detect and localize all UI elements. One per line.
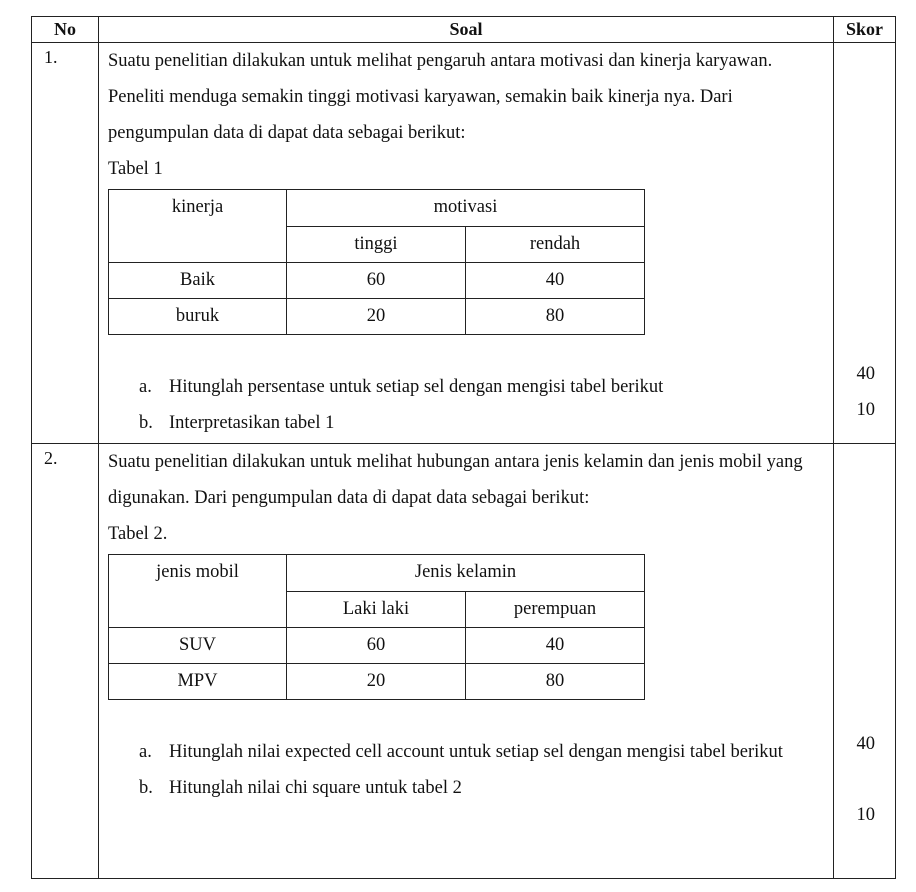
score-cell-1 bbox=[834, 43, 896, 444]
data-table-1 bbox=[108, 189, 645, 335]
sub-question bbox=[139, 734, 833, 770]
header-skor: Skor bbox=[834, 17, 896, 43]
value-cell: 40 bbox=[466, 628, 645, 664]
value-cell: 60 bbox=[287, 263, 466, 299]
question-row-1 bbox=[32, 43, 896, 444]
value-cell: 20 bbox=[287, 664, 466, 700]
table-label: Tabel 2. bbox=[108, 524, 168, 544]
table-label: Tabel 1 bbox=[108, 159, 163, 179]
header-soal: Soal bbox=[99, 17, 834, 43]
column-header-cell: perempuan bbox=[466, 591, 645, 628]
column-group-cell: Jenis kelamin bbox=[287, 555, 645, 592]
row-label-cell: Baik bbox=[109, 263, 287, 299]
row-header-cell: kinerja bbox=[109, 190, 287, 263]
value-cell: 40 bbox=[466, 263, 645, 299]
data-table-2 bbox=[108, 554, 645, 700]
column-header-cell: tinggi bbox=[287, 226, 466, 263]
value-cell: 20 bbox=[287, 299, 466, 335]
row-header-cell: jenis mobil bbox=[109, 555, 287, 628]
score-value: 40 bbox=[856, 364, 875, 384]
sub-question-mark: a. bbox=[139, 742, 152, 762]
sub-question bbox=[139, 369, 833, 405]
sub-question-mark: a. bbox=[139, 377, 152, 397]
sub-question-mark: b. bbox=[139, 413, 153, 433]
sub-question-text: Hitunglah nilai expected cell account untuk setiap sel dengan mengisi tabel berikut bbox=[169, 742, 783, 762]
sub-question-text: Interpretasikan tabel 1 bbox=[169, 413, 335, 433]
value-cell: 80 bbox=[466, 299, 645, 335]
sub-question-text: Hitunglah persentase untuk setiap sel dengan mengisi tabel berikut bbox=[169, 377, 664, 397]
sub-question bbox=[139, 405, 833, 441]
column-header-cell: rendah bbox=[466, 226, 645, 263]
sub-question-list bbox=[99, 734, 833, 806]
header-no: No bbox=[32, 17, 99, 43]
column-group-cell: motivasi bbox=[287, 190, 645, 227]
value-cell: 60 bbox=[287, 628, 466, 664]
column-header-cell: Laki laki bbox=[287, 591, 466, 628]
score-value: 40 bbox=[856, 734, 875, 754]
question-text: Suatu penelitian dilakukan untuk melihat pengaruh antara motivasi dan kinerja karyawan. Peneliti menduga semakin tinggi motivasi karyawan, semakin baik kinerja nya. Dari pengumpulan data di dapat data sebagai berikut: bbox=[108, 51, 773, 143]
value-cell: 80 bbox=[466, 664, 645, 700]
row-label-cell: MPV bbox=[109, 664, 287, 700]
score-value: 10 bbox=[856, 805, 875, 825]
sub-question-text: Hitunglah nilai chi square untuk tabel 2 bbox=[169, 778, 462, 798]
question-body-1 bbox=[99, 43, 834, 444]
question-number: 1. bbox=[32, 43, 99, 444]
sub-question-mark: b. bbox=[139, 778, 153, 798]
question-row-2 bbox=[32, 444, 896, 879]
row-label-cell: buruk bbox=[109, 299, 287, 335]
sub-question bbox=[139, 770, 833, 806]
question-body-2 bbox=[99, 444, 834, 879]
score-cell-2 bbox=[834, 444, 896, 879]
header-row bbox=[32, 17, 896, 43]
question-number: 2. bbox=[32, 444, 99, 879]
sub-question-list bbox=[99, 369, 833, 441]
row-label-cell: SUV bbox=[109, 628, 287, 664]
score-value: 10 bbox=[856, 400, 875, 420]
question-text: Suatu penelitian dilakukan untuk melihat hubungan antara jenis kelamin dan jenis mobil yang digunakan. Dari pengumpulan data di dapat data sebagai berikut: bbox=[108, 452, 803, 508]
exam-table bbox=[31, 16, 896, 879]
